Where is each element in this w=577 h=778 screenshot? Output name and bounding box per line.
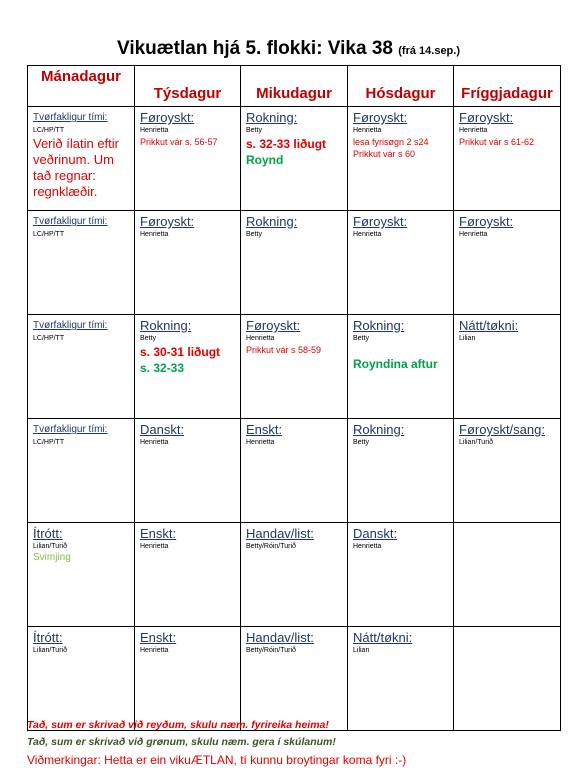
teacher-label: Henrietta [140,647,169,654]
schedule-cell [135,315,241,419]
schedule-cell-empty [454,627,561,731]
teacher-label: Henrietta [140,231,169,238]
day-header-tuesday: Týsdagur [135,66,241,107]
teacher-label: Henrietta [140,543,169,550]
schedule-cell [135,523,241,627]
schedule-cell [241,315,348,419]
schedule-cell [135,107,241,211]
subject-label: Rokning: [353,422,405,437]
schedule-cell [348,627,454,731]
subject-label: Føroyskt/sang: [459,422,545,437]
teacher-label: Lilian [353,647,370,654]
schedule-cell [241,523,348,627]
teacher-label: Betty [246,231,262,238]
schedule-cell [454,107,561,211]
subject-label: Enskt: [140,630,177,645]
classwork-note: Svimjing [33,552,71,563]
homework-note: Prikkut vár s. 56-57 [140,137,218,147]
teacher-label: LC/HP/TT [33,127,65,134]
subject-label: Nátt/tøkni: [353,630,413,645]
teacher-label: Betty [246,127,262,134]
homework-note: s. 32-33 liðugt [246,137,327,151]
schedule-cell [348,315,454,419]
table-row [28,315,561,419]
teacher-label: Lilian [459,335,476,342]
schedule-cell [348,523,454,627]
table-row [28,419,561,523]
day-header-monday: Mánadagur [28,66,135,107]
subject-label: Føroyskt: [353,214,408,229]
day-header-thursday: Hósdagur [348,66,454,107]
footer-remarks: Viðmerkingar: Hetta er ein vikuÆTLAN, tí kunnu broytingar koma fyri :-) [27,753,407,767]
teacher-label: Henrietta [353,231,382,238]
teacher-label: LC/HP/TT [33,439,65,446]
schedule-cell [454,419,561,523]
subject-label: Handav/list: [246,630,314,645]
subject-label: Rokning: [140,318,192,333]
subject-label: Tvørfakligur tími: [33,320,108,331]
homework-note: s. 30-31 liðugt [140,345,221,359]
subject-label: Føroyskt: [353,110,408,125]
subject-label: Føroyskt: [140,214,195,229]
subject-label: Rokning: [353,318,405,333]
schedule-cell [135,211,241,315]
subject-label: Danskt: [140,422,185,437]
title-sub: (frá 14.sep.) [398,45,460,57]
subject-label: Føroyskt: [140,110,195,125]
teacher-label: LC/HP/TT [33,335,65,342]
subject-label: Tvørfakligur tími: [33,112,108,123]
teacher-label: Henrietta [140,439,169,446]
classwork-note: Royndina aftur [353,357,438,371]
subject-label: Føroyskt: [459,110,514,125]
teacher-label: Henrietta [140,127,169,134]
homework-note: Prikkut vár s 60 [353,149,416,159]
subject-label: Danskt: [353,526,398,541]
schedule-cell [28,211,135,315]
schedule-cell [241,627,348,731]
schedule-cell [28,523,135,627]
teacher-label: LC/HP/TT [33,231,65,238]
page-title [0,38,577,60]
classwork-note: Roynd [246,153,284,167]
subject-label: Rokning: [246,110,298,125]
teacher-label: Henrietta [246,439,275,446]
schedule-cell [28,419,135,523]
table-row [28,523,561,627]
schedule-cell [135,419,241,523]
teacher-label: Henrietta [353,127,382,134]
teacher-label: Henrietta [459,231,488,238]
teacher-label: Betty/Róin/Turið [246,647,296,654]
homework-note: Prikkut vár s 61-62 [459,137,535,147]
schedule-cell [28,107,135,211]
subject-label: Tvørfakligur tími: [33,216,108,227]
schedule-cell [348,211,454,315]
homework-note: Verið ílatin eftir veðrinum. Um tað regnar: regnklæðir. [33,136,119,199]
day-header-friday: Fríggjadagur [454,66,561,107]
table-row [28,107,561,211]
schedule-table [27,65,561,731]
subject-label: Nátt/tøkni: [459,318,519,333]
day-header-wednesday: Mikudagur [241,66,348,107]
subject-label: Handav/list: [246,526,314,541]
schedule-cell [28,315,135,419]
teacher-label: Betty/Róin/Turið [246,543,296,550]
teacher-label: Lilian/Turið [459,439,493,446]
teacher-label: Betty [353,335,369,342]
schedule-cell [28,627,135,731]
subject-label: Enskt: [246,422,283,437]
schedule-cell [241,419,348,523]
table-row [28,627,561,731]
teacher-label: Henrietta [246,335,275,342]
schedule-cell [348,419,454,523]
schedule-cell [241,107,348,211]
homework-note: lesa fyrisøgn 2 s24 [353,137,429,147]
subject-label: Tvørfakligur tími: [33,424,108,435]
subject-label: Ítrótt: [33,526,63,541]
subject-label: Ítrótt: [33,630,63,645]
teacher-label: Henrietta [459,127,488,134]
subject-label: Føroyskt: [246,318,301,333]
schedule-cell [135,627,241,731]
schedule-cell [348,107,454,211]
table-row [28,211,561,315]
homework-note: Prikkut vár s 58-59 [246,345,322,355]
classwork-note: s. 32-33 [140,361,185,375]
schedule-cell [241,211,348,315]
schedule-cell [454,315,561,419]
teacher-label: Henrietta [353,543,382,550]
subject-label: Rokning: [246,214,298,229]
teacher-label: Betty [353,439,369,446]
teacher-label: Betty [140,335,156,342]
title-main: Vikuætlan hjá 5. flokki: Vika 38 [116,38,393,59]
teacher-label: Lilian/Turið [33,543,67,550]
header-row [28,66,561,107]
schedule-cell-empty [454,523,561,627]
subject-label: Enskt: [140,526,177,541]
subject-label: Føroyskt: [459,214,514,229]
footer-green-note: Tað, sum er skrivað við grønum, skulu næm. gera í skúlanum! [27,736,336,748]
schedule-cell [454,211,561,315]
teacher-label: Lilian/Turið [33,647,67,654]
footer-red-note: Tað, sum er skrivað við reyðum, skulu næm. fyrireika heima! [27,719,329,731]
